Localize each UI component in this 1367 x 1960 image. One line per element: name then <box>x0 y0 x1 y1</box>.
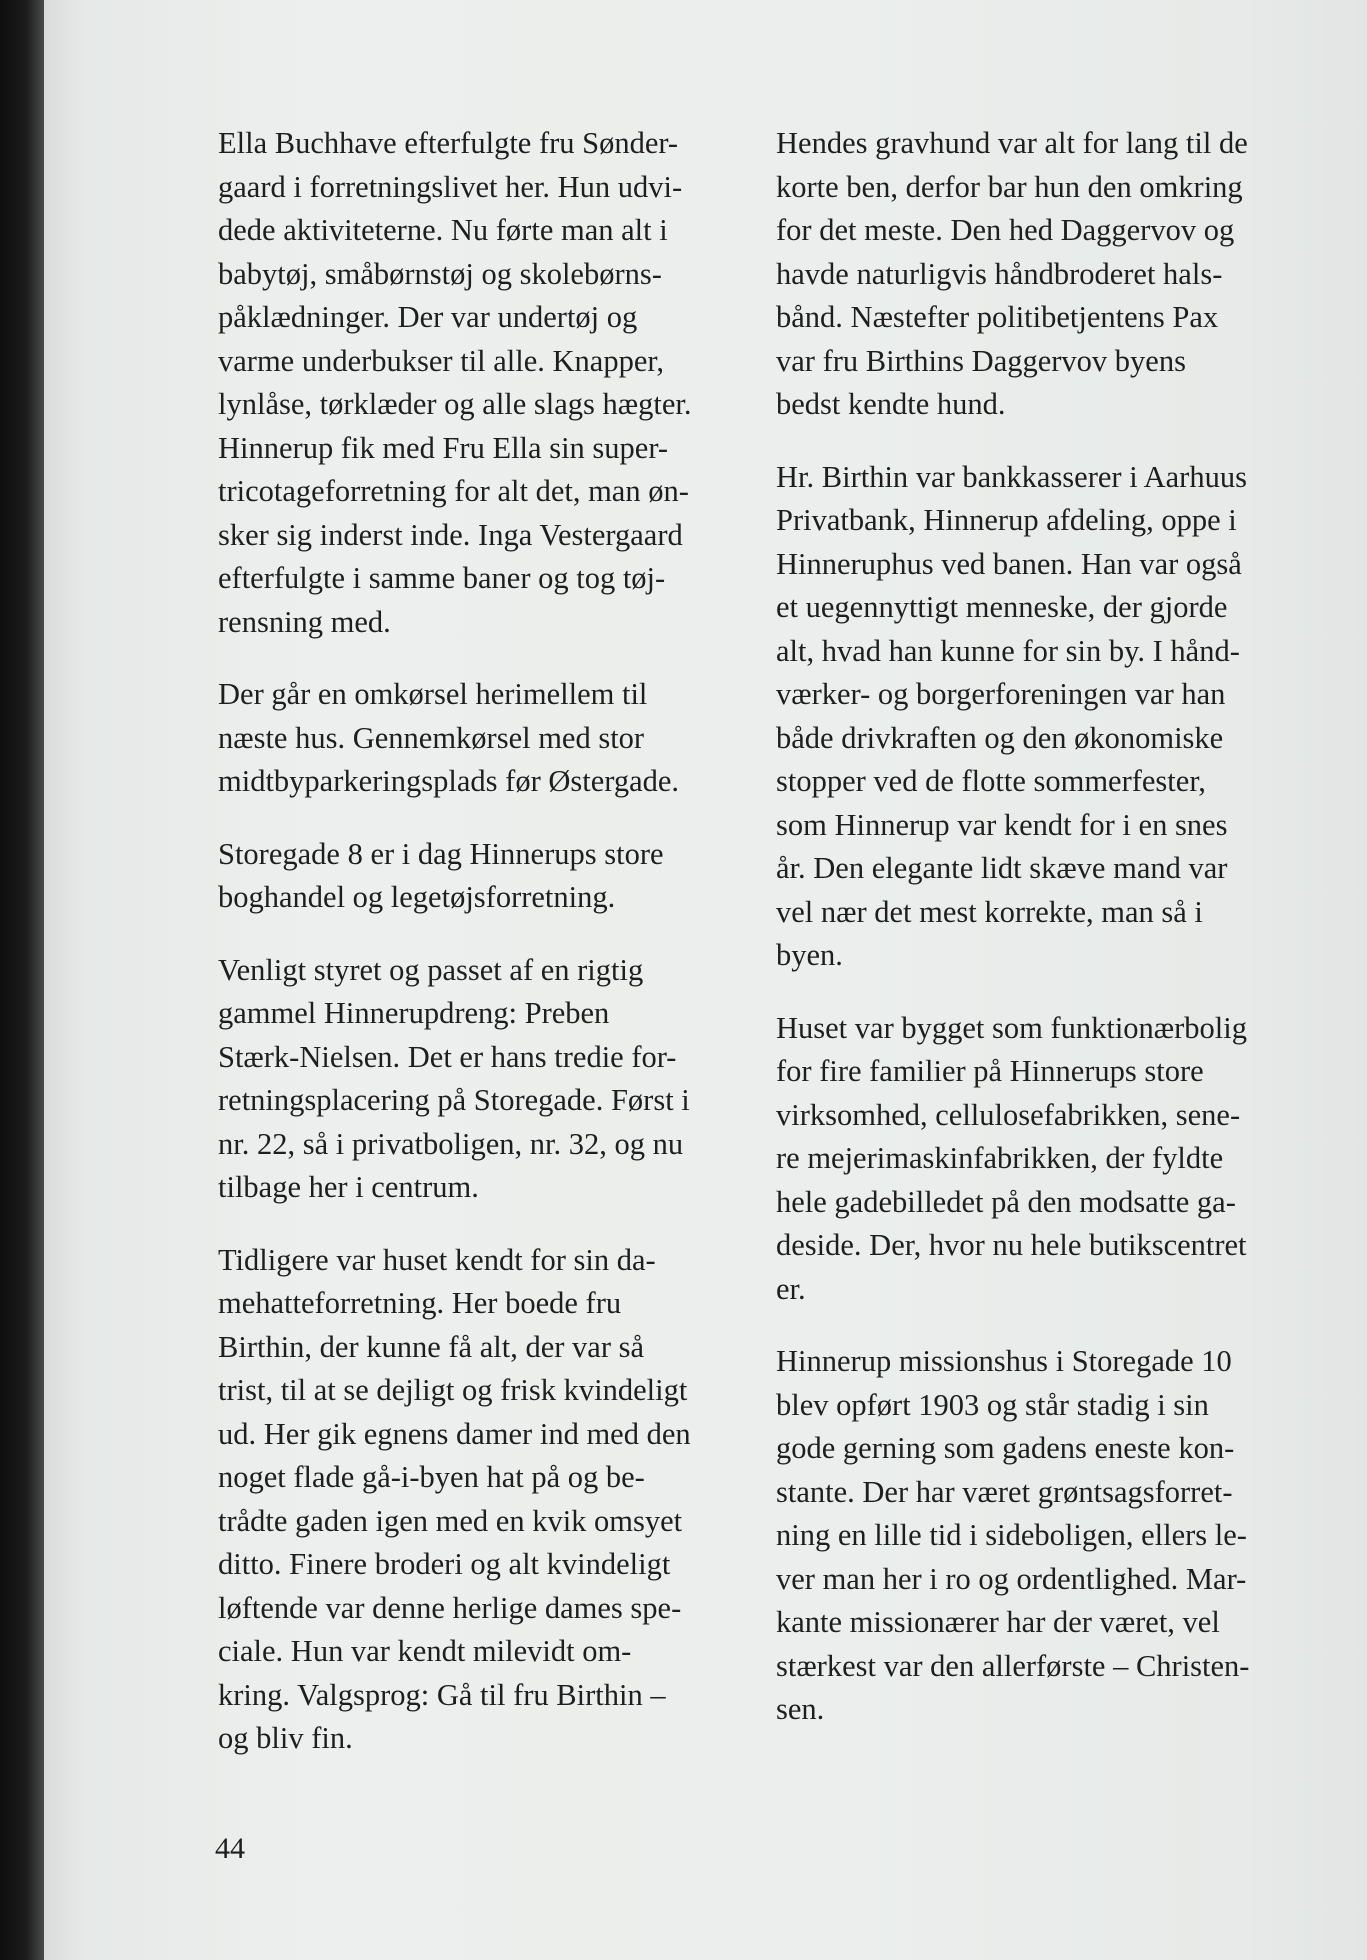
left-text-column <box>218 122 788 1790</box>
paragraph <box>218 949 788 1210</box>
text-line: Der går en omkørsel herimellem til <box>218 677 648 711</box>
text-line: for fire familier på Hinnerups store <box>776 1054 1204 1088</box>
text-line: Storegade 8 er i dag Hinnerups store <box>218 836 664 871</box>
text-line: retningsplacering på Storegade. Først i <box>218 1083 690 1117</box>
text-line: ditto. Finere broderi og alt kvindeligt <box>218 1547 671 1581</box>
text-line: kring. Valgsprog: Gå til fru Birthin – <box>218 1677 666 1712</box>
text-line: nr. 22, så i privatboligen, nr. 32, og nu <box>218 1126 684 1161</box>
text-line: noget flade gå-i-byen hat på og be- <box>218 1460 645 1494</box>
text-line: vel nær det mest korrekte, man så i <box>776 894 1203 929</box>
text-line: dede aktiviteterne. Nu førte man alt i <box>218 213 668 247</box>
text-line: Hinnerup missionshus i Storegade 10 <box>776 1344 1232 1378</box>
text-line: ud. Her gik egnens damer ind med den <box>218 1416 691 1451</box>
text-line: var fru Birthins Daggervov byens <box>776 343 1186 378</box>
text-line: sker sig inderst inde. Inga Vestergaard <box>218 517 683 552</box>
text-line: Hendes gravhund var alt for lang til de <box>776 126 1248 160</box>
text-line: Stærk-Nielsen. Det er hans tredie for- <box>218 1039 677 1074</box>
text-line: ver man her i ro og ordentlighed. Mar- <box>776 1561 1247 1596</box>
paragraph <box>218 673 788 804</box>
book-page <box>44 0 1367 1960</box>
text-line: påklædninger. Der var undertøj og <box>218 300 638 334</box>
text-line: er. <box>776 1271 806 1306</box>
text-line: tricotageforretning for alt det, man øn- <box>218 474 689 508</box>
text-line: Hinnerup fik med Fru Ella sin super- <box>218 430 669 465</box>
text-line: både drivkraften og den økonomiske <box>776 720 1224 755</box>
text-line: virksomhed, cellulosefabrikken, sene- <box>776 1097 1241 1132</box>
text-line: Ella Buchhave efterfulgte fru Sønder- <box>218 126 679 160</box>
text-line: deside. Der, hvor nu hele butikscentret <box>776 1228 1247 1262</box>
text-line: kante missionærer har der været, vel <box>776 1605 1220 1639</box>
page-number: 44 <box>215 1832 245 1865</box>
text-line: for det meste. Den hed Daggervov og <box>776 213 1235 247</box>
paragraph <box>218 1239 788 1761</box>
text-line: efterfulgte i samme baner og tog tøj- <box>218 561 666 595</box>
text-line: trist, til at se dejligt og frisk kvindeligt <box>218 1373 688 1407</box>
text-line: Hinneruphus ved banen. Han var også <box>776 546 1242 581</box>
right-text-column <box>776 122 1346 1761</box>
paragraph <box>776 1340 1346 1732</box>
text-line: og bliv fin. <box>218 1721 353 1755</box>
text-line: boghandel og legetøjsforretning. <box>218 880 616 914</box>
text-line: trådte gaden igen med en kvik omsyet <box>218 1503 683 1538</box>
text-line: gode gerning som gadens eneste kon- <box>776 1431 1235 1465</box>
text-line: løftende var denne herlige dames spe- <box>218 1590 682 1625</box>
text-line: midtbyparkeringsplads før Østergade. <box>218 764 680 798</box>
text-line: som Hinnerup var kendt for i en snes <box>776 807 1228 842</box>
text-line: bånd. Næstefter politibetjentens Pax <box>776 300 1219 334</box>
text-line: stante. Der har været grøntsagsforret- <box>776 1474 1233 1509</box>
text-line: blev opført 1903 og står stadig i sin <box>776 1387 1209 1422</box>
text-line: stopper ved de flotte sommerfester, <box>776 764 1206 798</box>
text-line: varme underbukser til alle. Knapper, <box>218 343 664 378</box>
text-line: gaard i forretningslivet her. Hun udvi- <box>218 169 683 204</box>
text-line: hele gadebilledet på den modsatte ga- <box>776 1184 1236 1219</box>
paragraph <box>218 833 788 920</box>
text-line: Birthin, der kunne få alt, der var så <box>218 1329 645 1364</box>
text-line: sen. <box>776 1692 825 1726</box>
text-line: korte ben, derfor bar hun den omkring <box>776 169 1243 204</box>
text-line: næste hus. Gennemkørsel med stor <box>218 720 645 755</box>
text-line: tilbage her i centrum. <box>218 1170 479 1204</box>
paragraph <box>776 456 1346 978</box>
text-line: rensning med. <box>218 604 391 639</box>
text-line: gammel Hinnerupdreng: Preben <box>218 996 610 1030</box>
text-line: babytøj, småbørnstøj og skolebørns- <box>218 256 662 291</box>
text-line: Tidligere var huset kendt for sin da- <box>218 1242 656 1277</box>
text-line: mehatteforretning. Her boede fru <box>218 1286 622 1320</box>
text-line: Privatbank, Hinnerup afdeling, oppe i <box>776 503 1237 537</box>
text-line: værker- og borgerforeningen var han <box>776 677 1226 711</box>
text-line: ning en lille tid i sideboligen, ellers le- <box>776 1518 1247 1552</box>
text-line: Huset var bygget som funktionærbolig <box>776 1010 1248 1045</box>
paragraph <box>776 122 1346 427</box>
paragraph <box>776 1007 1346 1312</box>
text-line: Hr. Birthin var bankkasserer i Aarhuus <box>776 459 1247 494</box>
text-line: byen. <box>776 938 843 972</box>
paragraph <box>218 122 788 644</box>
text-line: re mejerimaskinfabrikken, der fyldte <box>776 1141 1224 1175</box>
text-line: år. Den elegante lidt skæve mand var <box>776 851 1228 885</box>
text-line: Venligt styret og passet af en rigtig <box>218 952 644 987</box>
text-line: bedst kendte hund. <box>776 387 1006 421</box>
scan-binding-edge <box>0 0 44 1960</box>
text-line: havde naturligvis håndbroderet hals- <box>776 256 1223 291</box>
text-line: alt, hvad han kunne for sin by. I hånd- <box>776 633 1240 668</box>
text-line: ciale. Hun var kendt milevidt om- <box>218 1634 632 1668</box>
text-line: et uegennyttigt menneske, der gjorde <box>776 590 1228 624</box>
text-line: lynlåse, tørklæder og alle slags hægter. <box>218 387 692 421</box>
text-line: stærkest var den allerførste – Christen- <box>776 1648 1250 1683</box>
